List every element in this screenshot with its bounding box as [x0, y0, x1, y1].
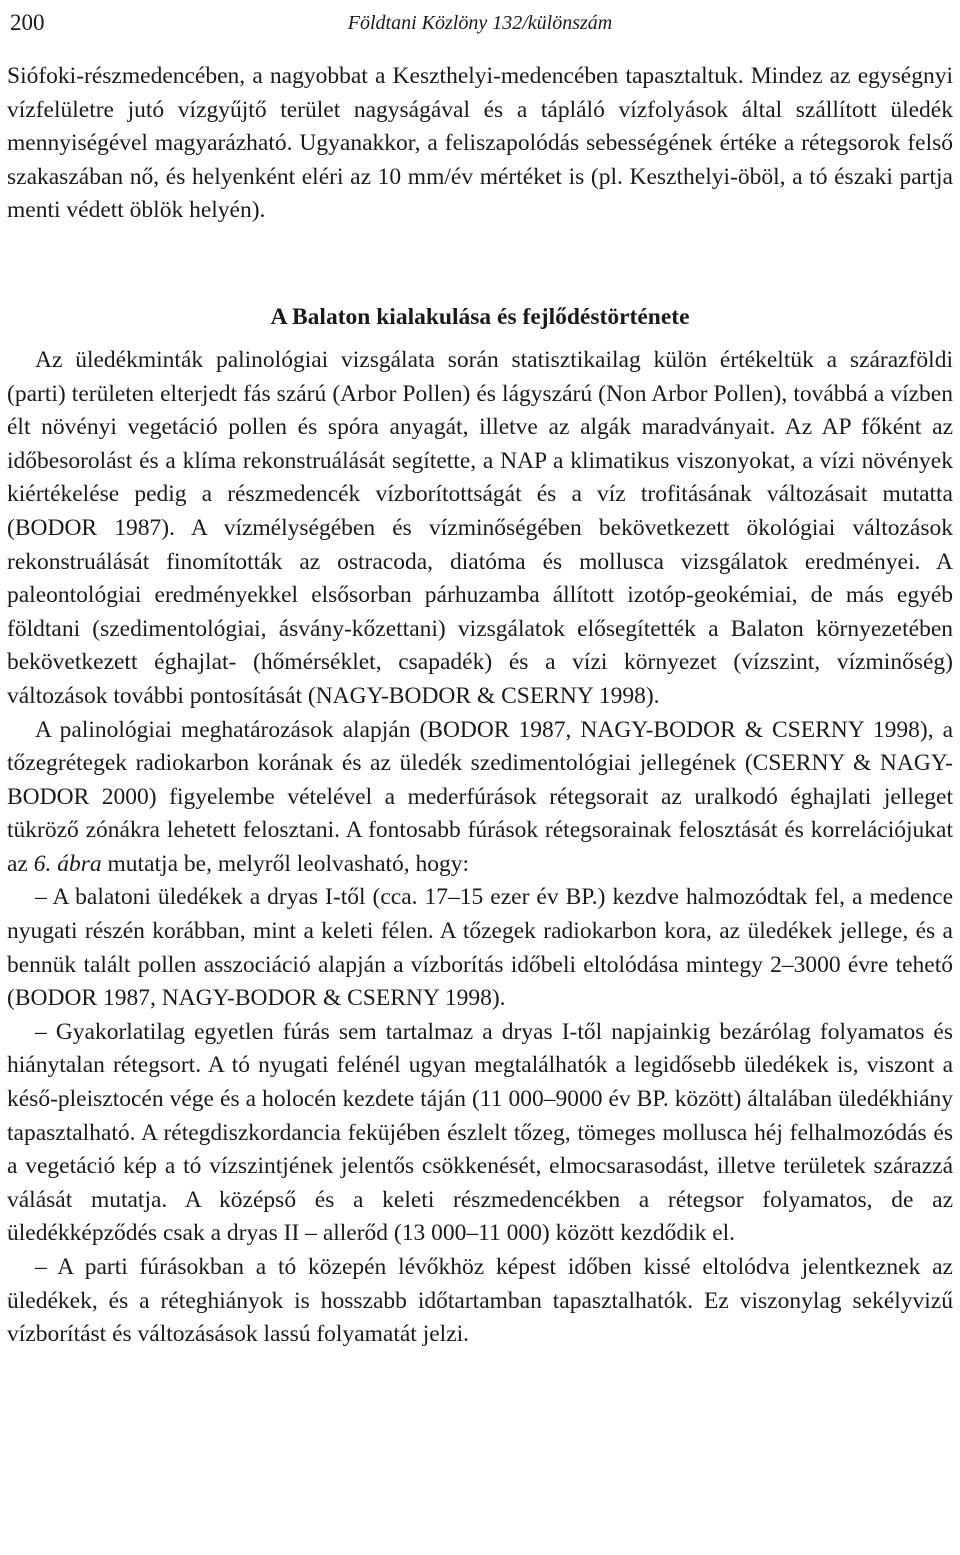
running-title: Földtani Közlöny 132/különszám: [347, 12, 613, 34]
paragraph-2-text: A palinológiai meghatározások alapján (BODOR 1987, NAGY-BODOR & CSERNY 1998), a tőzegrétegek radiokarbon korának és az üledék szedimentológiai jellegének (CSERNY & NAGY-BODOR 2000) figyelembe vételével a mederfúrások rétegsorait az uralkodó éghajlati jelleget tükröző zónákra lehetett felosztani. A fontosabb fúrások rétegsorainak felosztását és korrelációjukat az: [7, 716, 953, 877]
list-item: – Gyakorlatilag egyetlen fúrás sem tartalmaz a dryas I-től napjainkig bezárólag folyamatos és hiánytalan rétegsort. A tó nyugati felénél ugyan megtalálhatók a legidősebb üledékek is, viszont a késő-pleisztocén vége és a holocén kezdete táján (11 000–9000 év BP. között) általában üledékhiány tapasztalható. A rétegdiszkordancia feküjében észlelt tőzeg, tömeges mollusca héj felhalmozódás és a vegetáció kép a tó vízszintjének jelentős csökkenését, elmocsarasodást, illetve területek szárazzá válását mutatja. A középső és a keleti részmedencékben a rétegsor folyamatos, de az üledékképződés csak a dryas II – allerőd (13 000–11 000) között kezdődik el.: [7, 1018, 953, 1247]
list-item: – A balatoni üledékek a dryas I-től (cca. 17–15 ezer év BP.) kezdve halmozódtak fel, a medence nyugati részén korábban, mint a keleti félen. A tőzegek radiokarbon kora, az üledékek jellege, és a bennük talált pollen asszociáció alapján a vízborítás időbeli eltolódása mintegy 2–3000 évre tehető (BODOR 1987, NAGY-BODOR & CSERNY 1998).: [7, 884, 953, 1012]
figure-reference: 6. ábra: [33, 850, 102, 877]
page-number: 200: [10, 10, 45, 35]
body-paragraph-1: Az üledékminták palinológiai vizsgálata során statisztikailag külön értékeltük a szárazföldi (parti) területen elterjedt fás szárú (Arbor Pollen) és lágyszárú (Non Arbor Pollen), továbbá a vízben élt növényi vegetáció pollen és spóra anyagát, illetve az algák maradványait. Az AP főként az időbesorolást és a klíma rekonstruálását segítette, a NAP a klimatikus viszonyokat, a vízi növények kiértékelése pedig a részmedencék vízborítottságát és a víz trofitásának változásait mutatta (BODOR 1987). A vízmélységében és vízminőségében bekövetkezett ökológiai változások rekonstruálását finomították az ostracoda, diatóma és mollusca vizsgálatok eredményei. A paleontológiai eredményekkel elsősorban párhuzamba állított izotóp-geokémiai, de más egyéb földtani (szedimentológiai, ásvány-kőzettani) vizsgálatok elősegítették a Balaton környezetében bekövetkezett éghajlat- (hőmérséklet, csapadék) és a vízi környezet (vízszint, vízminőség) változások további pontosítását (NAGY-BODOR & CSERNY 1998).: [7, 346, 953, 709]
paragraph-2-text-end: mutatja be, melyről leolvasható, hogy:: [107, 850, 470, 877]
intro-paragraph: Siófoki-részmedencében, a nagyobbat a Keszthelyi-medencében tapasztaltuk. Mindez az egységnyi vízfelületre jutó vízgyűjtő terület nagyságával és a tápláló vízfolyások által szállított üledék mennyiségével magyarázható. Ugyanakkor, a feliszapolódás sebességének értéke a rétegsorok felső szakaszában nő, és helyenként eléri az 10 mm/év mértéket is (pl. Keszthelyi-öböl, a tó északi partja menti védett öblök helyén).: [7, 63, 953, 224]
section-heading: A Balaton kialakulása és fejlődéstörténete: [270, 303, 690, 330]
list-item: – A parti fúrásokban a tó közepén lévőkhöz képest időben kissé eltolódva jelentkeznek az üledékek, és a réteghiányok is hosszabb időtartamban tapasztalhatók. Ez viszonylag sekélyvizű vízborítást és változásások lassú folyamatát jelzi.: [7, 1254, 953, 1348]
body-paragraph-2: [7, 714, 953, 882]
page-header: [7, 10, 953, 58]
